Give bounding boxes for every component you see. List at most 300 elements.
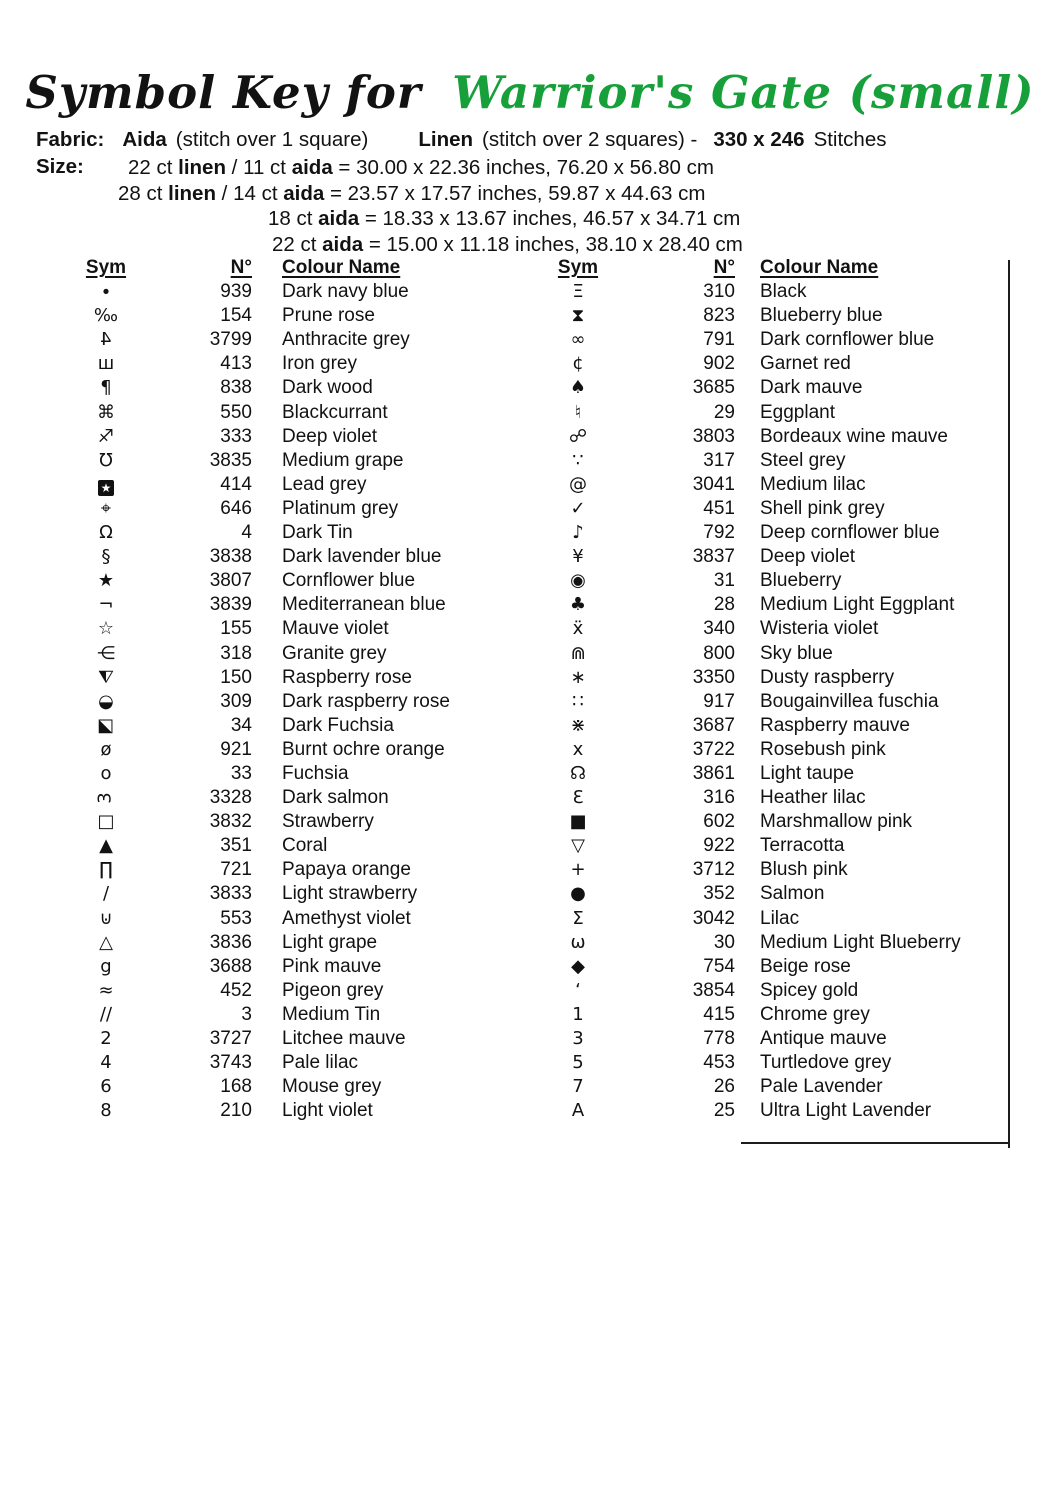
colour-name-cell: Pink mauve [282, 955, 382, 977]
symbol-cell [550, 882, 606, 906]
symbol-cell [78, 449, 134, 473]
symbol-cell [550, 1027, 606, 1051]
symbol-cell [550, 642, 606, 666]
number-cell: 3042 [692, 907, 735, 929]
number-cell: 754 [703, 955, 735, 977]
symbol-glyph: ⋇ [570, 714, 586, 736]
size-segment: = 23.57 x 17.57 inches, 59.87 x 44.63 cm [324, 181, 706, 205]
number-cell: 902 [703, 353, 735, 375]
symbol-cell [78, 1027, 134, 1051]
colour-name-cell: Turtledove grey [760, 1052, 892, 1074]
number-cell: 317 [703, 449, 735, 471]
number-cell: 333 [220, 425, 252, 447]
number-cell: 3 [241, 1003, 252, 1025]
symbol-cell [78, 1099, 134, 1123]
colour-name-cell: Pale Lavender [760, 1076, 883, 1098]
colour-name-cell: Wisteria violet [760, 618, 879, 640]
symbol-glyph: ★ [98, 480, 114, 496]
header-sym: Sym [85, 257, 127, 278]
symbol-cell [78, 280, 134, 304]
symbol-glyph: △ [99, 931, 113, 953]
size-segment: = 15.00 x 11.18 inches, 38.10 x 28.40 cm [363, 232, 743, 256]
symbol-glyph: @ [569, 473, 587, 495]
colour-name-cell: Light violet [282, 1100, 373, 1122]
symbol-cell [78, 810, 134, 834]
symbol-cell [78, 1051, 134, 1075]
colour-name-cell: Blueberry blue [760, 305, 883, 327]
symbol-glyph: ‰ [93, 305, 119, 327]
symbol-cell [78, 907, 134, 931]
header-number: N° [230, 257, 252, 278]
symbol-cell [78, 521, 134, 545]
symbol-glyph: ℧ [99, 449, 113, 471]
size-segment: 28 ct [118, 181, 169, 205]
symbol-glyph: ◪ [97, 714, 115, 736]
symbol-cell [78, 858, 134, 882]
number-cell: 340 [703, 618, 735, 640]
size-segment: / 14 ct [215, 181, 284, 205]
colour-name-cell: Dark navy blue [282, 281, 409, 303]
number-cell: 3712 [692, 859, 735, 881]
symbol-cell [550, 425, 606, 449]
fabric-segment: Aida [122, 128, 167, 151]
size-segment: = 18.33 x 13.67 inches, 46.57 x 34.71 cm [359, 207, 741, 230]
symbol-glyph: g [100, 955, 112, 977]
number-cell: 3835 [209, 449, 252, 471]
colour-name-cell: Mediterranean blue [282, 594, 446, 616]
number-cell: 838 [220, 377, 252, 399]
number-cell: 3832 [209, 811, 252, 833]
number-cell: 28 [713, 594, 735, 616]
colour-name-cell: Salmon [760, 883, 825, 905]
colour-name-cell: Spicey gold [760, 979, 859, 1001]
symbol-glyph: 4 [100, 1052, 112, 1074]
symbol-cell [78, 401, 134, 425]
symbol-glyph: ♐ [97, 425, 115, 447]
symbol-cell [78, 1075, 134, 1099]
size-line [0, 206, 743, 232]
symbol-glyph: ⋒ [570, 642, 586, 664]
colour-name-cell: Blush pink [760, 859, 848, 881]
number-cell: 309 [220, 690, 252, 712]
symbol-cell [78, 931, 134, 955]
colour-name-cell: Beige rose [760, 955, 851, 977]
symbol-cell [550, 762, 606, 786]
colour-name-cell: Burnt ochre orange [282, 738, 445, 760]
number-cell: 3854 [692, 979, 735, 1001]
symbol-glyph: Σ [572, 907, 584, 929]
symbol-glyph: ẍ [572, 618, 584, 640]
size-segment: 22 ct [128, 156, 179, 179]
symbol-cell [550, 907, 606, 931]
number-cell: 3328 [209, 787, 252, 809]
colour-name-cell: Strawberry [282, 811, 374, 833]
fabric-segment: (stitch over 1 square) [175, 128, 369, 151]
symbol-glyph: ♪ [572, 522, 584, 544]
symbol-glyph: ◆ [571, 955, 585, 977]
symbol-glyph: + [570, 859, 586, 881]
symbol-glyph: ☍ [568, 425, 588, 447]
size-segment: aida [322, 232, 364, 256]
symbol-glyph: ∏ [99, 859, 113, 881]
number-cell: 453 [703, 1052, 735, 1074]
symbol-cell [78, 834, 134, 858]
symbol-glyph: ⌖ [100, 497, 112, 519]
symbol-glyph: Ξ [572, 281, 584, 303]
number-cell: 452 [220, 979, 252, 1001]
colour-name-cell: Dark lavender blue [282, 546, 442, 568]
symbol-cell [78, 882, 134, 906]
colour-name-cell: Platinum grey [282, 497, 399, 519]
symbol-glyph: ∵ [572, 449, 584, 471]
colour-name-cell: Medium grape [282, 449, 404, 471]
symbol-glyph: ♮ [574, 401, 582, 423]
symbol-glyph: ✓ [570, 497, 586, 519]
symbol-glyph: ⧗ [571, 305, 585, 327]
symbol-glyph: 1 [572, 1003, 584, 1025]
number-cell: 4 [241, 522, 252, 544]
colour-name-cell: Heather lilac [760, 787, 866, 809]
number-cell: 31 [713, 570, 735, 592]
symbol-glyph: ⌘ [97, 401, 115, 423]
symbol-key-table-left [78, 256, 512, 1123]
fabric-segment: 330 x 246 [713, 128, 805, 151]
number-cell: 414 [220, 473, 252, 495]
symbol-cell [78, 738, 134, 762]
number-cell: 3687 [692, 714, 735, 736]
colour-name-cell: Eggplant [760, 401, 836, 423]
symbol-glyph: § [101, 546, 111, 568]
colour-name-cell: Iron grey [282, 353, 357, 375]
colour-name-cell: Mauve violet [282, 618, 389, 640]
colour-name-cell: Steel grey [760, 449, 846, 471]
symbol-glyph: 5 [572, 1052, 584, 1074]
symbol-glyph: ∕∕ [99, 1003, 113, 1025]
symbol-cell [78, 714, 134, 738]
symbol-glyph: ⧨ [97, 666, 115, 688]
colour-name-cell: Medium Tin [282, 1003, 381, 1025]
symbol-cell [78, 762, 134, 786]
symbol-cell [550, 1099, 606, 1123]
symbol-glyph: 7 [572, 1076, 584, 1098]
symbol-glyph: o [100, 762, 112, 784]
number-cell: 3722 [692, 738, 735, 760]
number-cell: 310 [703, 281, 735, 303]
symbol-glyph: 8 [100, 1100, 112, 1122]
symbol-glyph: 4 [100, 329, 112, 351]
colour-name-cell: Litchee mauve [282, 1028, 406, 1049]
symbol-cell [550, 979, 606, 1003]
colour-name-cell: Rosebush pink [760, 738, 886, 760]
colour-name-cell: Papaya orange [282, 859, 411, 881]
header-colour-name: Colour Name [760, 257, 879, 278]
symbol-glyph: Ɛ [572, 787, 584, 809]
number-cell: 29 [713, 401, 735, 423]
colour-name-cell: Deep cornflower blue [760, 522, 940, 544]
symbol-cell [550, 449, 606, 473]
symbol-cell [78, 1003, 134, 1027]
colour-name-cell: Garnet red [760, 353, 851, 375]
number-cell: 25 [713, 1100, 735, 1122]
number-cell: 3838 [209, 546, 252, 568]
number-cell: 778 [703, 1028, 735, 1049]
colour-name-cell: Bougainvillea fuschia [760, 690, 939, 712]
symbol-cell [550, 786, 606, 810]
colour-name-cell: Dark wood [282, 377, 373, 399]
colour-name-cell: Medium Light Blueberry [760, 931, 961, 953]
symbol-cell [550, 690, 606, 714]
symbol-glyph: ★ [97, 570, 115, 592]
symbol-cell [550, 931, 606, 955]
colour-name-cell: Deep violet [760, 546, 856, 568]
number-cell: 154 [220, 305, 252, 327]
pattern-name: Warrior's Gate (small) [452, 66, 1035, 119]
colour-name-cell: Dark cornflower blue [760, 329, 935, 351]
symbol-glyph: ● [570, 883, 586, 905]
page-title [0, 64, 1060, 122]
colour-name-cell: Lead grey [282, 473, 367, 495]
symbol-cell [550, 714, 606, 738]
symbol-cell [78, 690, 134, 714]
symbol-cell [550, 1003, 606, 1027]
number-cell: 318 [220, 642, 252, 664]
number-cell: 30 [713, 931, 735, 953]
colour-name-cell: Antique mauve [760, 1028, 887, 1049]
symbol-cell [550, 545, 606, 569]
colour-name-cell: Prune rose [282, 305, 375, 327]
symbol-cell [550, 569, 606, 593]
colour-name-cell: Pale lilac [282, 1052, 359, 1074]
symbol-glyph: ∞ [570, 329, 586, 351]
colour-name-cell: Dark salmon [282, 787, 389, 809]
number-cell: 646 [220, 497, 252, 519]
number-cell: 155 [220, 618, 252, 640]
number-cell: 415 [703, 1003, 735, 1025]
number-cell: 413 [220, 353, 252, 375]
symbol-glyph: ¢ [572, 353, 584, 375]
colour-name-cell: Light grape [282, 931, 378, 953]
symbol-cell [78, 328, 134, 352]
number-cell: 3839 [209, 594, 252, 616]
symbol-cell [550, 280, 606, 304]
symbol-glyph: ∙ [100, 281, 112, 303]
symbol-glyph: ☊ [570, 762, 586, 784]
symbol-glyph: ∷ [572, 690, 584, 712]
fabric-segment: (stitch over 2 squares) - [482, 128, 698, 151]
symbol-cell [550, 666, 606, 690]
colour-name-cell: Black [760, 281, 807, 303]
number-cell: 553 [220, 907, 252, 929]
size-segment: linen [168, 181, 216, 205]
number-cell: 3807 [209, 570, 252, 592]
symbol-glyph: ‘ [575, 979, 581, 1001]
symbol-cell [550, 521, 606, 545]
size-line [0, 181, 743, 207]
size-segment: / 11 ct [225, 156, 292, 179]
symbol-cell [78, 593, 134, 617]
number-cell: 3743 [209, 1052, 252, 1074]
symbol-glyph: x [572, 738, 584, 760]
number-cell: 3727 [209, 1028, 252, 1049]
symbol-glyph: ♠ [569, 377, 587, 399]
number-cell: 550 [220, 401, 252, 423]
number-cell: 3799 [209, 329, 252, 351]
colour-name-cell: Dark mauve [760, 377, 863, 399]
number-cell: 3688 [209, 955, 252, 977]
symbol-glyph: Ω [99, 522, 113, 544]
symbol-cell [78, 376, 134, 400]
colour-name-cell: Fuchsia [282, 762, 349, 784]
size-lines [0, 155, 743, 257]
colour-name-cell: Dark raspberry rose [282, 690, 450, 712]
symbol-cell [550, 352, 606, 376]
symbol-glyph: 3 [572, 1028, 584, 1049]
size-segment: aida [283, 181, 325, 205]
symbol-cell [550, 810, 606, 834]
symbol-glyph: ▲ [99, 835, 113, 857]
size-label: Size: [36, 155, 84, 178]
symbol-glyph: ¥ [572, 546, 584, 568]
symbol-glyph: ◒ [98, 690, 114, 712]
colour-name-cell: Amethyst violet [282, 907, 411, 929]
symbol-glyph: ☆ [97, 618, 115, 640]
symbol-key-table-right [550, 256, 997, 1123]
symbol-glyph: ▽ [571, 835, 585, 857]
header-colour-name: Colour Name [282, 257, 401, 278]
number-cell: 451 [703, 497, 735, 519]
symbol-glyph: / [102, 883, 110, 905]
colour-name-cell: Raspberry rose [282, 666, 412, 688]
key-box-bottom-border [741, 1142, 1010, 1144]
symbol-glyph: ♣ [569, 594, 587, 616]
colour-name-cell: Granite grey [282, 642, 387, 664]
number-cell: 602 [703, 811, 735, 833]
colour-name-cell: Blackcurrant [282, 401, 388, 423]
number-cell: 168 [220, 1076, 252, 1098]
symbol-glyph: 3 [94, 792, 116, 804]
colour-name-cell: Dark Fuchsia [282, 714, 394, 736]
symbol-cell [78, 786, 134, 810]
number-cell: 3833 [209, 883, 252, 905]
symbol-cell [78, 955, 134, 979]
colour-name-cell: Bordeaux wine mauve [760, 425, 948, 447]
symbol-glyph: ш [97, 353, 115, 375]
symbol-cell [78, 666, 134, 690]
number-cell: 33 [230, 762, 252, 784]
symbol-cell [78, 497, 134, 521]
symbol-glyph: ∗ [570, 666, 586, 688]
size-segment: = 30.00 x 22.36 inches, 76.20 x 56.80 cm [332, 156, 714, 179]
number-cell: 917 [703, 690, 735, 712]
colour-name-cell: Medium Light Eggplant [760, 594, 955, 616]
number-cell: 721 [220, 859, 252, 881]
colour-name-cell: Cornflower blue [282, 570, 416, 592]
size-segment: 22 ct [272, 232, 323, 256]
colour-name-cell: Lilac [760, 907, 800, 929]
symbol-cell [78, 352, 134, 376]
number-cell: 939 [220, 281, 252, 303]
symbol-cell [550, 1051, 606, 1075]
colour-name-cell: Terracotta [760, 835, 845, 857]
symbol-cell [78, 617, 134, 641]
colour-name-cell: Sky blue [760, 642, 833, 664]
number-cell: 316 [703, 787, 735, 809]
symbol-cell [78, 304, 134, 328]
number-cell: 351 [220, 835, 252, 857]
symbol-cell [78, 979, 134, 1003]
symbol-glyph: ⋲ [97, 642, 115, 664]
colour-name-cell: Dark Tin [282, 522, 353, 544]
fabric-line [36, 127, 895, 153]
colour-name-cell: Light strawberry [282, 883, 418, 905]
symbol-glyph: ¬ [98, 594, 114, 616]
symbol-cell [550, 328, 606, 352]
symbol-glyph: □ [97, 811, 115, 833]
symbol-cell [550, 617, 606, 641]
symbol-glyph: ■ [569, 811, 587, 833]
symbol-glyph: ⊍ [99, 907, 113, 929]
number-cell: 922 [703, 835, 735, 857]
size-segment: linen [178, 156, 226, 179]
number-cell: 3803 [692, 425, 735, 447]
colour-name-cell: Marshmallow pink [760, 811, 913, 833]
fabric-segment: Stitches [813, 128, 887, 151]
number-cell: 791 [703, 329, 735, 351]
symbol-glyph: ø [100, 738, 112, 760]
colour-name-cell: Ultra Light Lavender [760, 1100, 932, 1122]
fabric-segment: Fabric: [36, 128, 105, 151]
number-cell: 150 [220, 666, 252, 688]
number-cell: 26 [713, 1076, 735, 1098]
symbol-glyph: A [571, 1100, 585, 1122]
page-title-prefix: Symbol Key for [25, 66, 422, 119]
symbol-cell [550, 858, 606, 882]
fabric-segment: Linen [418, 128, 474, 151]
size-segment: aida [318, 207, 360, 230]
symbol-cell [550, 376, 606, 400]
colour-name-cell: Medium lilac [760, 473, 866, 495]
symbol-cell [78, 642, 134, 666]
symbol-glyph: ≈ [98, 979, 114, 1001]
colour-name-cell: Dusty raspberry [760, 666, 895, 688]
size-segment: aida [291, 156, 333, 179]
symbol-glyph: 2 [100, 1028, 112, 1049]
number-cell: 34 [230, 714, 252, 736]
number-cell: 3041 [692, 473, 735, 495]
header-number: N° [713, 257, 735, 278]
symbol-cell [550, 955, 606, 979]
symbol-cell [550, 1075, 606, 1099]
number-cell: 800 [703, 642, 735, 664]
header-sym: Sym [557, 257, 599, 278]
colour-name-cell: Pigeon grey [282, 979, 384, 1001]
number-cell: 3685 [692, 377, 735, 399]
symbol-glyph: ◉ [570, 570, 586, 592]
symbol-cell [550, 304, 606, 328]
symbol-cell [550, 497, 606, 521]
number-cell: 921 [220, 738, 252, 760]
colour-name-cell: Anthracite grey [282, 329, 410, 351]
number-cell: 3836 [209, 931, 252, 953]
symbol-cell [78, 473, 134, 497]
symbol-cell [78, 569, 134, 593]
number-cell: 3837 [692, 546, 735, 568]
size-line [0, 232, 743, 258]
colour-name-cell: Mouse grey [282, 1076, 382, 1098]
size-segment: 18 ct [268, 207, 319, 230]
number-cell: 210 [220, 1100, 252, 1122]
symbol-glyph: ω [570, 931, 586, 953]
